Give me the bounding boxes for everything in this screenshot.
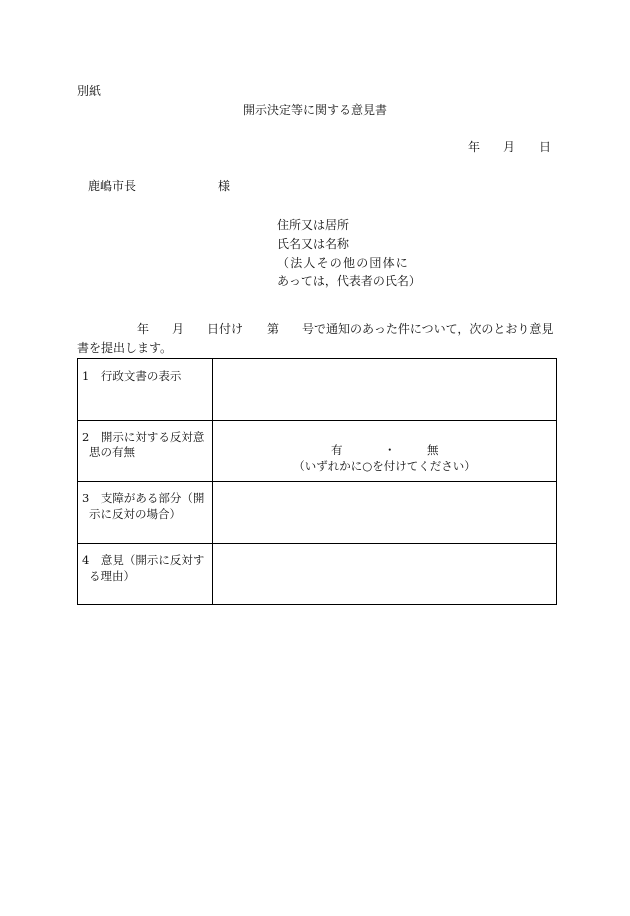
row-label-continued: る理由） (89, 569, 135, 583)
answer-cell (213, 482, 556, 543)
attachment-label: 別紙 (77, 84, 102, 98)
row-label-continued: 示に反対の場合） (89, 507, 181, 521)
table-row (78, 543, 556, 604)
opinion-table (77, 358, 557, 605)
date-month: 月 (503, 140, 516, 154)
table-row (78, 481, 556, 543)
date-year: 年 (468, 140, 481, 154)
notice-day: 日付け (207, 322, 244, 336)
row-label: 4 意見（開示に反対す (82, 553, 205, 567)
option-separator: ・ (384, 443, 396, 457)
yes-option: 有 (331, 443, 343, 457)
table-row (78, 359, 556, 420)
row-label: 2 開示に対する反対意 (82, 430, 205, 444)
date-day: 日 (539, 140, 552, 154)
notice-text-rest: 号で通知のあった件について，次のとおり意見 (302, 322, 554, 336)
no-option: 無 (427, 443, 439, 457)
notice-number-prefix: 第 (267, 322, 280, 336)
applicant-org-note-line1: （法人その他の団体に (277, 256, 410, 270)
applicant-org-note-line2: あっては，代表者の氏名） (277, 274, 421, 288)
document-title: 開示決定等に関する意見書 (242, 103, 387, 117)
row-label-continued: 思の有無 (89, 445, 135, 459)
notice-text-line2: 書を提出します。 (77, 341, 173, 355)
notice-month: 月 (172, 322, 185, 336)
row-label: 1 行政文書の表示 (82, 369, 182, 383)
answer-cell (213, 544, 556, 604)
answer-cell (213, 421, 556, 481)
table-row (78, 420, 556, 481)
applicant-name-label: 氏名又は名称 (277, 237, 350, 251)
applicant-address-label: 住所又は居所 (277, 218, 350, 232)
option-instruction: （いずれかに○を付けてください） (293, 459, 476, 473)
addressee-name: 鹿嶋市長 (88, 179, 137, 193)
answer-cell (213, 359, 556, 420)
notice-year: 年 (137, 322, 150, 336)
addressee-honorific: 様 (218, 179, 231, 193)
row-label: 3 支障がある部分（開 (82, 491, 205, 505)
